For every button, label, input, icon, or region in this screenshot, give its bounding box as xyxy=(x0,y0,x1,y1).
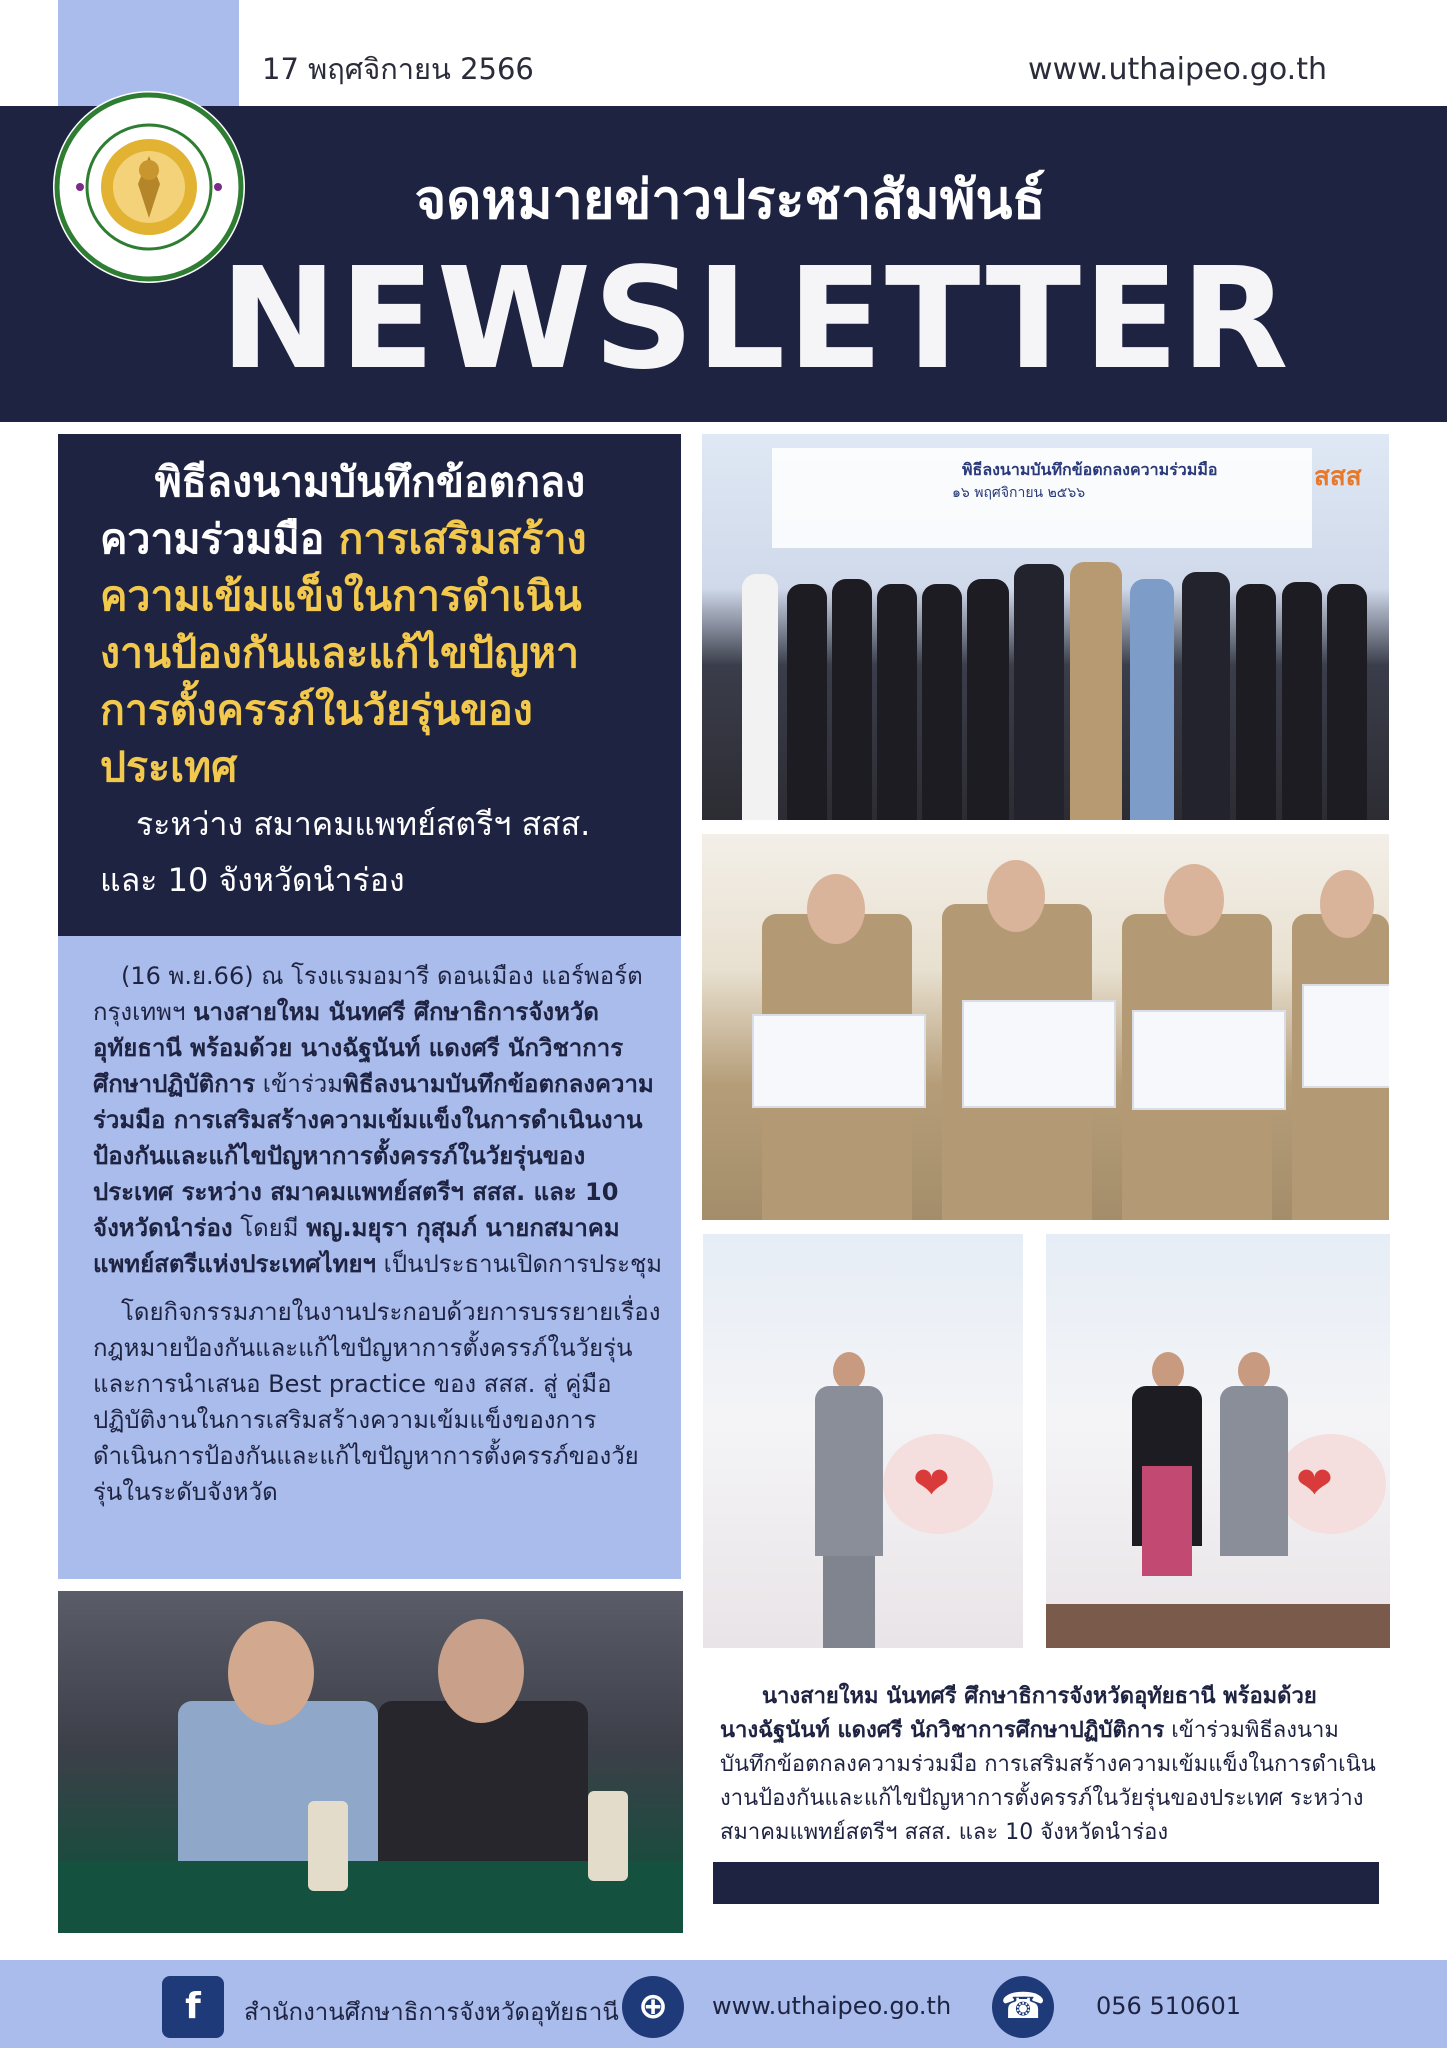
representative-photo xyxy=(703,1234,1023,1648)
person xyxy=(1282,582,1322,820)
caption-bold: นางสายใหม นันทศรี ศึกษาธิการจังหวัดอุทัยธานี พร้อมด้วย xyxy=(762,1684,1317,1709)
headline-highlight: ความเข้มแข็งในการดำเนิน xyxy=(100,572,582,620)
backdrop-date: ๑๖ พฤศจิกายน ๒๕๖๖ xyxy=(952,485,1086,501)
person xyxy=(922,584,962,820)
photo-caption xyxy=(720,1680,1380,1850)
water-bottle xyxy=(588,1791,628,1881)
heart-icon: ❤ xyxy=(1296,1458,1333,1509)
newsletter-thai-title: จดหมายข่าวประชาสัมพันธ์ xyxy=(414,168,1046,231)
heart-icon: ❤ xyxy=(913,1458,950,1509)
article-bold: พญ.มยุรา กุสุมภ์ นายกสมาคมแพทย์สตรีแห่งประเทศไทยฯ xyxy=(93,1214,620,1278)
globe-icon[interactable]: ⊕ xyxy=(622,1976,684,2038)
official-head xyxy=(1164,864,1224,936)
person xyxy=(832,579,872,820)
person-head xyxy=(833,1352,865,1390)
article-text: เป็นประธานเปิดการประชุม xyxy=(376,1250,663,1278)
article-bold: นางสายใหม นันทศรี ศึกษาธิการจังหวัดอุทัยธานี พร้อมด้วย นางฉัฐนันท์ แดงศรี นักวิชาการศึกษาปฏิบัติการ xyxy=(93,998,624,1098)
mou-document xyxy=(1302,984,1389,1088)
person xyxy=(967,579,1009,820)
education-office-logo xyxy=(50,88,248,286)
attendee-head xyxy=(228,1621,314,1725)
headline-highlight: งานป้องกันและแก้ไขปัญหา xyxy=(100,629,580,677)
official-head xyxy=(807,874,865,944)
attendee-head xyxy=(438,1619,524,1723)
mou-document xyxy=(962,1000,1116,1108)
headline-subtitle xyxy=(100,796,660,908)
footer xyxy=(0,1960,1447,2048)
caption-text: เข้าร่วมพิธีลงนามบันทึกข้อตกลงความร่วมมือ การเสริมสร้างความเข้มแข็งในการดำเนินงานป้องกันและแก้ไขปัญหาการตั้งครรภ์ในวัยรุ่นของประเทศ ระหว่าง สมาคมแพทย์สตรีฯ สสส. และ 10 จังหวัดนำร่อง xyxy=(720,1718,1376,1845)
footer-phone[interactable]: 056 510601 xyxy=(1096,1992,1242,2020)
phone-icon[interactable]: ☎ xyxy=(992,1976,1054,2038)
headline xyxy=(100,454,660,796)
headline-highlight: ประเทศ xyxy=(100,743,238,791)
group-photo xyxy=(702,434,1389,820)
article-paragraph: โดยกิจกรรมภายในงานประกอบด้วยการบรรยายเรื่องกฎหมายป้องกันและแก้ไขปัญหาการตั้งครรภ์ในวัยรุ่น และการนำเสนอ Best practice ของ สสส. สู่ คู่มือปฏิบัติงานในการเสริมสร้างความเข้มแข็งของการดำเนินการป้องกันและแก้ไขปัญหาการตั้งครรภ์ของวัยรุ่นในระดับจังหวัด xyxy=(93,1298,661,1506)
person xyxy=(1070,562,1122,820)
audience-photo xyxy=(58,1591,683,1933)
mou-document xyxy=(1132,1010,1286,1110)
person xyxy=(787,584,827,820)
headline-line: พิธีลงนามบันทึกข้อตกลง xyxy=(154,458,586,506)
subtitle-line: และ 10 จังหวัดนำร่อง xyxy=(100,861,405,899)
facebook-icon[interactable]: f xyxy=(162,1976,224,2038)
water-bottle xyxy=(308,1801,348,1891)
person-legs xyxy=(823,1556,875,1648)
official-head xyxy=(987,860,1045,932)
sss-brand: สสส xyxy=(1314,462,1362,492)
caption-divider xyxy=(713,1862,1379,1904)
person-head xyxy=(1152,1352,1184,1390)
person-head xyxy=(1238,1352,1270,1390)
person xyxy=(1182,572,1230,820)
official-head xyxy=(1320,870,1374,938)
article-text: เข้าร่วม xyxy=(255,1070,344,1098)
issue-date: 17 พฤศจิกายน 2566 xyxy=(262,52,534,86)
representatives-photo xyxy=(1046,1234,1390,1648)
newsletter-title: NEWSLETTER xyxy=(220,238,1291,401)
facebook-page-label[interactable]: สำนักงานศึกษาธิการจังหวัดอุทัยธานี xyxy=(244,1998,619,2026)
person xyxy=(815,1386,883,1556)
person xyxy=(1236,584,1276,820)
mou-document xyxy=(752,1014,926,1108)
person xyxy=(1327,584,1367,820)
person xyxy=(877,584,917,820)
person xyxy=(1014,564,1064,820)
article-text: (16 พ.ย.66) ณ โรงแรมอมารี ดอนเมือง แอร์พอร์ต กรุงเทพฯ xyxy=(93,962,643,1026)
caption-bold: นางฉัฐนันท์ แดงศรี นักวิชาการศึกษาปฏิบัติการ xyxy=(720,1718,1165,1743)
header-website: www.uthaipeo.go.th xyxy=(1028,52,1327,87)
person xyxy=(1220,1386,1288,1556)
mou-signing-photo xyxy=(702,834,1389,1220)
person xyxy=(1130,579,1174,820)
carpet xyxy=(1046,1604,1390,1648)
person-dress xyxy=(1142,1466,1192,1576)
article-text: โดยมี xyxy=(232,1214,307,1242)
article-body xyxy=(93,958,663,1522)
article-bold: พิธีลงนามบันทึกข้อตกลงความร่วมมือ การเสริมสร้างความเข้มแข็งในการดำเนินงานป้องกันและแก้ไขปัญหาการตั้งครรภ์ในวัยรุ่นของประเทศ ระหว่าง สมาคมแพทย์สตรีฯ สสส. และ 10 จังหวัดนำร่อง xyxy=(93,1070,654,1242)
article-paragraph xyxy=(93,958,663,1282)
backdrop-title: พิธีลงนามบันทึกข้อตกลงความร่วมมือ xyxy=(962,460,1218,479)
subtitle-line: ระหว่าง สมาคมแพทย์สตรีฯ สสส. xyxy=(136,805,591,843)
headline-highlight: การเสริมสร้าง xyxy=(338,515,587,563)
headline-highlight: การตั้งครรภ์ในวัยรุ่นของ xyxy=(100,686,533,734)
footer-website[interactable]: www.uthaipeo.go.th xyxy=(712,1992,952,2020)
headline-line: ความร่วมมือ xyxy=(100,515,339,563)
person xyxy=(742,574,778,820)
